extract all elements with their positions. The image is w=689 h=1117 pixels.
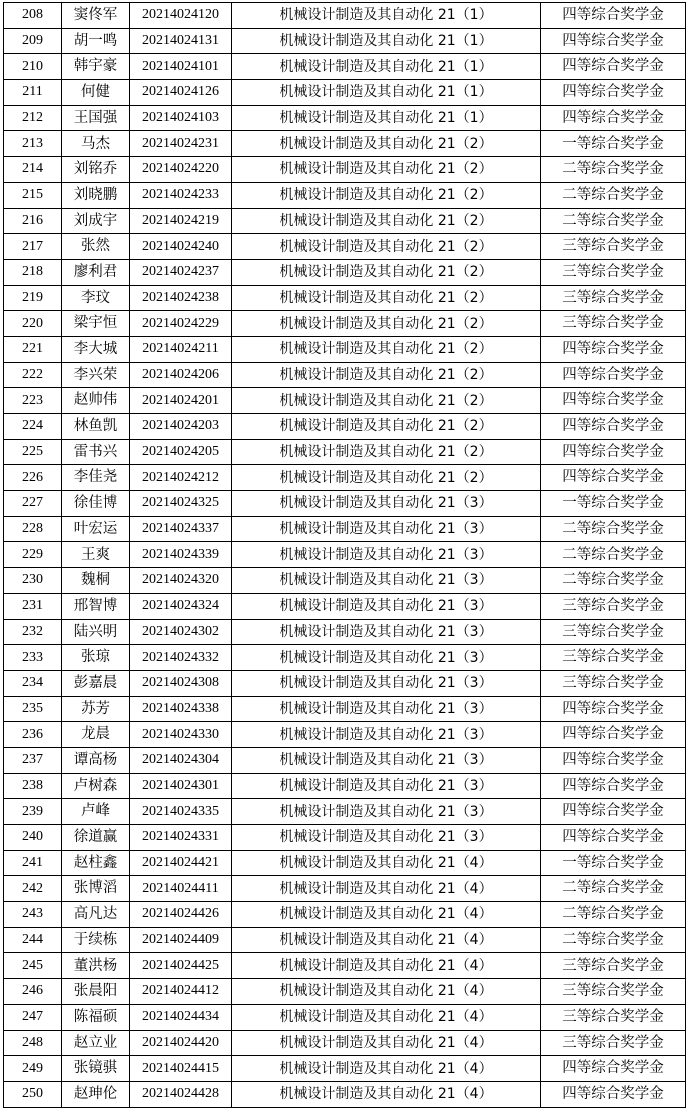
student-id-cell: 20214024335 <box>130 799 232 825</box>
row-number-cell: 235 <box>4 696 62 722</box>
student-name-cell: 张晨阳 <box>62 979 130 1005</box>
student-name-cell: 彭嘉晨 <box>62 670 130 696</box>
table-row <box>4 696 686 722</box>
class-name-cell: 机械设计制造及其自动化 21（4） <box>232 979 541 1005</box>
row-number-cell: 243 <box>4 902 62 928</box>
class-name-cell: 机械设计制造及其自动化 21（3） <box>232 542 541 568</box>
student-id-cell: 20214024308 <box>130 670 232 696</box>
student-id-cell: 20214024411 <box>130 876 232 902</box>
student-id-cell: 20214024415 <box>130 1056 232 1082</box>
student-name-cell: 林鱼凯 <box>62 414 130 440</box>
award-level-cell: 四等综合奖学金 <box>541 414 686 440</box>
table-row <box>4 722 686 748</box>
award-level-cell: 四等综合奖学金 <box>541 773 686 799</box>
table-row <box>4 54 686 80</box>
row-number-cell: 215 <box>4 182 62 208</box>
class-name-cell: 机械设计制造及其自动化 21（4） <box>232 850 541 876</box>
student-id-cell: 20214024332 <box>130 645 232 671</box>
row-number-cell: 219 <box>4 285 62 311</box>
row-number-cell: 225 <box>4 439 62 465</box>
row-number-cell: 242 <box>4 876 62 902</box>
award-level-cell: 二等综合奖学金 <box>541 516 686 542</box>
class-name-cell: 机械设计制造及其自动化 21（3） <box>232 773 541 799</box>
row-number-cell: 226 <box>4 465 62 491</box>
row-number-cell: 214 <box>4 157 62 183</box>
student-name-cell: 马杰 <box>62 131 130 157</box>
row-number-cell: 238 <box>4 773 62 799</box>
row-number-cell: 246 <box>4 979 62 1005</box>
class-name-cell: 机械设计制造及其自动化 21（3） <box>232 593 541 619</box>
award-level-cell: 四等综合奖学金 <box>541 105 686 131</box>
row-number-cell: 224 <box>4 414 62 440</box>
award-level-cell: 四等综合奖学金 <box>541 465 686 491</box>
class-name-cell: 机械设计制造及其自动化 21（3） <box>232 722 541 748</box>
class-name-cell: 机械设计制造及其自动化 21（3） <box>232 645 541 671</box>
row-number-cell: 245 <box>4 953 62 979</box>
award-level-cell: 三等综合奖学金 <box>541 670 686 696</box>
table-row <box>4 825 686 851</box>
student-id-cell: 20214024425 <box>130 953 232 979</box>
class-name-cell: 机械设计制造及其自动化 21（4） <box>232 1030 541 1056</box>
student-id-cell: 20214024301 <box>130 773 232 799</box>
student-name-cell: 李玟 <box>62 285 130 311</box>
table-row <box>4 902 686 928</box>
class-name-cell: 机械设计制造及其自动化 21（2） <box>232 285 541 311</box>
class-name-cell: 机械设计制造及其自动化 21（4） <box>232 953 541 979</box>
student-name-cell: 谭高杨 <box>62 747 130 773</box>
class-name-cell: 机械设计制造及其自动化 21（4） <box>232 1081 541 1107</box>
award-level-cell: 四等综合奖学金 <box>541 799 686 825</box>
award-level-cell: 一等综合奖学金 <box>541 850 686 876</box>
student-id-cell: 20214024240 <box>130 234 232 260</box>
student-name-cell: 刘晓鹏 <box>62 182 130 208</box>
award-level-cell: 二等综合奖学金 <box>541 208 686 234</box>
row-number-cell: 248 <box>4 1030 62 1056</box>
row-number-cell: 227 <box>4 491 62 517</box>
student-name-cell: 王爽 <box>62 542 130 568</box>
student-id-cell: 20214024231 <box>130 131 232 157</box>
award-level-cell: 三等综合奖学金 <box>541 1004 686 1030</box>
row-number-cell: 221 <box>4 336 62 362</box>
student-name-cell: 魏桐 <box>62 568 130 594</box>
table-row <box>4 850 686 876</box>
student-name-cell: 徐道赢 <box>62 825 130 851</box>
table-row <box>4 28 686 54</box>
award-level-cell: 四等综合奖学金 <box>541 747 686 773</box>
student-id-cell: 20214024219 <box>130 208 232 234</box>
student-id-cell: 20214024211 <box>130 336 232 362</box>
row-number-cell: 210 <box>4 54 62 80</box>
student-id-cell: 20214024412 <box>130 979 232 1005</box>
student-id-cell: 20214024409 <box>130 927 232 953</box>
student-id-cell: 20214024220 <box>130 157 232 183</box>
row-number-cell: 240 <box>4 825 62 851</box>
row-number-cell: 220 <box>4 311 62 337</box>
row-number-cell: 209 <box>4 28 62 54</box>
class-name-cell: 机械设计制造及其自动化 21（2） <box>232 234 541 260</box>
student-name-cell: 卢峰 <box>62 799 130 825</box>
award-level-cell: 二等综合奖学金 <box>541 927 686 953</box>
class-name-cell: 机械设计制造及其自动化 21（4） <box>232 902 541 928</box>
row-number-cell: 230 <box>4 568 62 594</box>
award-level-cell: 四等综合奖学金 <box>541 1081 686 1107</box>
table-row <box>4 259 686 285</box>
student-name-cell: 梁宇恒 <box>62 311 130 337</box>
student-name-cell: 胡一鸣 <box>62 28 130 54</box>
row-number-cell: 249 <box>4 1056 62 1082</box>
student-name-cell: 李佳尧 <box>62 465 130 491</box>
award-level-cell: 四等综合奖学金 <box>541 696 686 722</box>
student-id-cell: 20214024324 <box>130 593 232 619</box>
table-row <box>4 927 686 953</box>
class-name-cell: 机械设计制造及其自动化 21（4） <box>232 1056 541 1082</box>
class-name-cell: 机械设计制造及其自动化 21（1） <box>232 28 541 54</box>
student-name-cell: 赵立业 <box>62 1030 130 1056</box>
table-row <box>4 1030 686 1056</box>
student-id-cell: 20214024101 <box>130 54 232 80</box>
award-level-cell: 四等综合奖学金 <box>541 439 686 465</box>
student-id-cell: 20214024339 <box>130 542 232 568</box>
award-level-cell: 三等综合奖学金 <box>541 285 686 311</box>
student-id-cell: 20214024325 <box>130 491 232 517</box>
table-row <box>4 157 686 183</box>
award-level-cell: 四等综合奖学金 <box>541 28 686 54</box>
row-number-cell: 228 <box>4 516 62 542</box>
award-level-cell: 三等综合奖学金 <box>541 311 686 337</box>
table-row <box>4 131 686 157</box>
class-name-cell: 机械设计制造及其自动化 21（2） <box>232 439 541 465</box>
row-number-cell: 237 <box>4 747 62 773</box>
table-row <box>4 876 686 902</box>
class-name-cell: 机械设计制造及其自动化 21（4） <box>232 876 541 902</box>
class-name-cell: 机械设计制造及其自动化 21（2） <box>232 362 541 388</box>
award-level-cell: 四等综合奖学金 <box>541 388 686 414</box>
class-name-cell: 机械设计制造及其自动化 21（1） <box>232 3 541 29</box>
class-name-cell: 机械设计制造及其自动化 21（3） <box>232 747 541 773</box>
student-name-cell: 卢树森 <box>62 773 130 799</box>
student-id-cell: 20214024233 <box>130 182 232 208</box>
row-number-cell: 229 <box>4 542 62 568</box>
award-level-cell: 一等综合奖学金 <box>541 491 686 517</box>
row-number-cell: 236 <box>4 722 62 748</box>
student-id-cell: 20214024120 <box>130 3 232 29</box>
award-level-cell: 四等综合奖学金 <box>541 3 686 29</box>
class-name-cell: 机械设计制造及其自动化 21（3） <box>232 568 541 594</box>
table-row <box>4 953 686 979</box>
class-name-cell: 机械设计制造及其自动化 21（2） <box>232 131 541 157</box>
award-level-cell: 三等综合奖学金 <box>541 259 686 285</box>
class-name-cell: 机械设计制造及其自动化 21（3） <box>232 619 541 645</box>
class-name-cell: 机械设计制造及其自动化 21（3） <box>232 799 541 825</box>
student-name-cell: 刘成宇 <box>62 208 130 234</box>
student-id-cell: 20214024331 <box>130 825 232 851</box>
student-name-cell: 陆兴明 <box>62 619 130 645</box>
award-level-cell: 二等综合奖学金 <box>541 568 686 594</box>
award-level-cell: 三等综合奖学金 <box>541 1030 686 1056</box>
student-name-cell: 张镜骐 <box>62 1056 130 1082</box>
class-name-cell: 机械设计制造及其自动化 21（2） <box>232 414 541 440</box>
student-id-cell: 20214024304 <box>130 747 232 773</box>
class-name-cell: 机械设计制造及其自动化 21（2） <box>232 311 541 337</box>
row-number-cell: 233 <box>4 645 62 671</box>
student-name-cell: 龙晨 <box>62 722 130 748</box>
student-id-cell: 20214024205 <box>130 439 232 465</box>
row-number-cell: 231 <box>4 593 62 619</box>
student-id-cell: 20214024201 <box>130 388 232 414</box>
row-number-cell: 208 <box>4 3 62 29</box>
table-row <box>4 1004 686 1030</box>
student-id-cell: 20214024428 <box>130 1081 232 1107</box>
award-level-cell: 四等综合奖学金 <box>541 80 686 106</box>
student-id-cell: 20214024212 <box>130 465 232 491</box>
class-name-cell: 机械设计制造及其自动化 21（1） <box>232 54 541 80</box>
scholarship-table <box>3 2 686 1108</box>
row-number-cell: 244 <box>4 927 62 953</box>
class-name-cell: 机械设计制造及其自动化 21（1） <box>232 80 541 106</box>
table-row <box>4 311 686 337</box>
student-id-cell: 20214024302 <box>130 619 232 645</box>
student-id-cell: 20214024238 <box>130 285 232 311</box>
table-row <box>4 3 686 29</box>
award-level-cell: 三等综合奖学金 <box>541 234 686 260</box>
student-name-cell: 韩宇豪 <box>62 54 130 80</box>
row-number-cell: 218 <box>4 259 62 285</box>
row-number-cell: 216 <box>4 208 62 234</box>
table-row <box>4 799 686 825</box>
student-name-cell: 于续栋 <box>62 927 130 953</box>
table-row <box>4 80 686 106</box>
class-name-cell: 机械设计制造及其自动化 21（3） <box>232 491 541 517</box>
table-row <box>4 773 686 799</box>
table-row <box>4 516 686 542</box>
class-name-cell: 机械设计制造及其自动化 21（4） <box>232 927 541 953</box>
table-row <box>4 645 686 671</box>
student-name-cell: 徐佳博 <box>62 491 130 517</box>
award-level-cell: 二等综合奖学金 <box>541 182 686 208</box>
table-row <box>4 979 686 1005</box>
table-row <box>4 234 686 260</box>
student-id-cell: 20214024426 <box>130 902 232 928</box>
row-number-cell: 247 <box>4 1004 62 1030</box>
student-id-cell: 20214024203 <box>130 414 232 440</box>
table-row <box>4 362 686 388</box>
student-name-cell: 刘铭乔 <box>62 157 130 183</box>
award-level-cell: 三等综合奖学金 <box>541 979 686 1005</box>
table-row <box>4 208 686 234</box>
student-name-cell: 赵帅伟 <box>62 388 130 414</box>
class-name-cell: 机械设计制造及其自动化 21（2） <box>232 336 541 362</box>
student-id-cell: 20214024330 <box>130 722 232 748</box>
student-name-cell: 李大城 <box>62 336 130 362</box>
class-name-cell: 机械设计制造及其自动化 21（4） <box>232 1004 541 1030</box>
row-number-cell: 223 <box>4 388 62 414</box>
student-name-cell: 雷书兴 <box>62 439 130 465</box>
row-number-cell: 239 <box>4 799 62 825</box>
student-id-cell: 20214024421 <box>130 850 232 876</box>
award-level-cell: 二等综合奖学金 <box>541 157 686 183</box>
table-row <box>4 1081 686 1107</box>
student-name-cell: 陈福硕 <box>62 1004 130 1030</box>
award-level-cell: 四等综合奖学金 <box>541 1056 686 1082</box>
table-row <box>4 182 686 208</box>
student-name-cell: 窦佟军 <box>62 3 130 29</box>
row-number-cell: 212 <box>4 105 62 131</box>
class-name-cell: 机械设计制造及其自动化 21（2） <box>232 208 541 234</box>
row-number-cell: 250 <box>4 1081 62 1107</box>
student-name-cell: 李兴荣 <box>62 362 130 388</box>
table-row <box>4 465 686 491</box>
table-row <box>4 414 686 440</box>
row-number-cell: 217 <box>4 234 62 260</box>
table-row <box>4 542 686 568</box>
student-name-cell: 廖利君 <box>62 259 130 285</box>
award-level-cell: 四等综合奖学金 <box>541 336 686 362</box>
table-row <box>4 568 686 594</box>
student-id-cell: 20214024126 <box>130 80 232 106</box>
award-level-cell: 二等综合奖学金 <box>541 876 686 902</box>
class-name-cell: 机械设计制造及其自动化 21（1） <box>232 105 541 131</box>
award-level-cell: 四等综合奖学金 <box>541 722 686 748</box>
student-id-cell: 20214024434 <box>130 1004 232 1030</box>
table-row <box>4 388 686 414</box>
award-level-cell: 四等综合奖学金 <box>541 54 686 80</box>
table-row <box>4 439 686 465</box>
table-row <box>4 619 686 645</box>
student-id-cell: 20214024103 <box>130 105 232 131</box>
award-level-cell: 二等综合奖学金 <box>541 902 686 928</box>
table-row <box>4 747 686 773</box>
table-body <box>4 3 686 1108</box>
student-name-cell: 董洪杨 <box>62 953 130 979</box>
row-number-cell: 241 <box>4 850 62 876</box>
student-name-cell: 苏芳 <box>62 696 130 722</box>
student-name-cell: 张博滔 <box>62 876 130 902</box>
award-level-cell: 二等综合奖学金 <box>541 542 686 568</box>
class-name-cell: 机械设计制造及其自动化 21（2） <box>232 465 541 491</box>
student-id-cell: 20214024131 <box>130 28 232 54</box>
student-id-cell: 20214024206 <box>130 362 232 388</box>
table-row <box>4 105 686 131</box>
student-id-cell: 20214024337 <box>130 516 232 542</box>
table-row <box>4 670 686 696</box>
award-level-cell: 四等综合奖学金 <box>541 825 686 851</box>
class-name-cell: 机械设计制造及其自动化 21（2） <box>232 182 541 208</box>
award-level-cell: 三等综合奖学金 <box>541 953 686 979</box>
class-name-cell: 机械设计制造及其自动化 21（2） <box>232 259 541 285</box>
table-row <box>4 285 686 311</box>
table-row <box>4 491 686 517</box>
award-level-cell: 一等综合奖学金 <box>541 131 686 157</box>
class-name-cell: 机械设计制造及其自动化 21（2） <box>232 388 541 414</box>
class-name-cell: 机械设计制造及其自动化 21（3） <box>232 516 541 542</box>
row-number-cell: 222 <box>4 362 62 388</box>
student-name-cell: 叶宏运 <box>62 516 130 542</box>
award-level-cell: 三等综合奖学金 <box>541 619 686 645</box>
class-name-cell: 机械设计制造及其自动化 21（3） <box>232 670 541 696</box>
student-id-cell: 20214024338 <box>130 696 232 722</box>
student-name-cell: 高凡达 <box>62 902 130 928</box>
scholarship-list-sheet <box>3 2 686 1108</box>
student-name-cell: 王国强 <box>62 105 130 131</box>
student-id-cell: 20214024237 <box>130 259 232 285</box>
class-name-cell: 机械设计制造及其自动化 21（3） <box>232 825 541 851</box>
class-name-cell: 机械设计制造及其自动化 21（2） <box>232 157 541 183</box>
student-name-cell: 张琼 <box>62 645 130 671</box>
row-number-cell: 211 <box>4 80 62 106</box>
row-number-cell: 234 <box>4 670 62 696</box>
row-number-cell: 232 <box>4 619 62 645</box>
table-row <box>4 1056 686 1082</box>
award-level-cell: 四等综合奖学金 <box>541 362 686 388</box>
student-name-cell: 何健 <box>62 80 130 106</box>
student-id-cell: 20214024229 <box>130 311 232 337</box>
student-id-cell: 20214024420 <box>130 1030 232 1056</box>
table-row <box>4 593 686 619</box>
row-number-cell: 213 <box>4 131 62 157</box>
award-level-cell: 三等综合奖学金 <box>541 645 686 671</box>
student-name-cell: 邢智博 <box>62 593 130 619</box>
student-id-cell: 20214024320 <box>130 568 232 594</box>
student-name-cell: 赵珅伦 <box>62 1081 130 1107</box>
student-name-cell: 赵柱鑫 <box>62 850 130 876</box>
class-name-cell: 机械设计制造及其自动化 21（3） <box>232 696 541 722</box>
table-row <box>4 336 686 362</box>
award-level-cell: 三等综合奖学金 <box>541 593 686 619</box>
student-name-cell: 张然 <box>62 234 130 260</box>
